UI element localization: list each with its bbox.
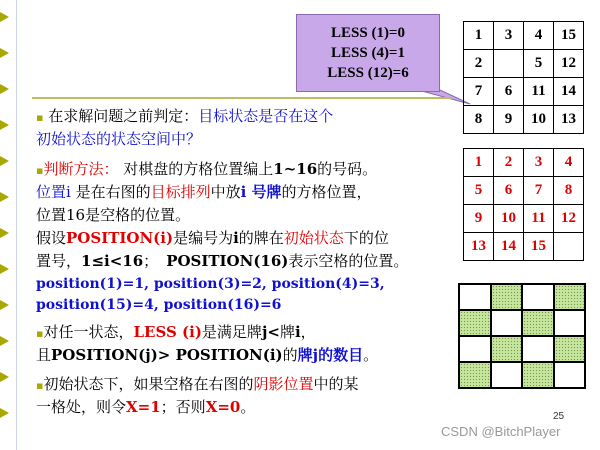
text-run: 。 — [240, 398, 256, 416]
text-run: 位置i — [36, 183, 71, 201]
text-run: 对棋盘的方格位置编上 — [118, 160, 274, 178]
text-run: 牌j的数目 — [297, 346, 364, 364]
text-run: 1≤i<16 — [81, 252, 144, 270]
text-run: j< — [261, 323, 280, 341]
initial-state-grid — [463, 21, 584, 134]
plain-cell — [491, 362, 523, 388]
text-run: 是空格的位置。 — [85, 206, 191, 224]
grid-row — [464, 177, 584, 205]
shaded-cell — [522, 310, 554, 336]
grid-cell: 4 — [524, 22, 554, 50]
bullet-icon: ▪ — [36, 164, 44, 177]
grid-cell: 4 — [554, 149, 584, 177]
grid-row — [464, 149, 584, 177]
grid-cell: 12 — [554, 50, 584, 78]
text-run: 是在右图的 — [70, 183, 151, 201]
grid-cell: 13 — [554, 106, 584, 134]
bullet-icon: ▪ — [36, 327, 44, 340]
grid-row — [464, 205, 584, 233]
grid-cell: 5 — [464, 177, 494, 205]
shaded-cell — [459, 310, 491, 336]
arrow-marker-icon — [0, 156, 9, 166]
grid-cell: 7 — [464, 78, 494, 106]
text-run: ； — [143, 252, 159, 270]
text-run: 且 — [36, 346, 52, 364]
grid-cell: 1 — [464, 22, 494, 50]
arrow-marker-icon — [0, 264, 9, 274]
para2-line2 — [36, 183, 372, 202]
para3-line2 — [36, 346, 378, 365]
text-run: 初始状态 — [283, 229, 344, 247]
grid-cell: 11 — [524, 205, 554, 233]
grid-cell — [554, 233, 584, 261]
grid-cell: 5 — [524, 50, 554, 78]
text-run: 的号码。 — [317, 160, 378, 178]
text-run: 位置16 — [36, 206, 86, 224]
arrow-marker-icon — [0, 120, 9, 130]
para2-line3 — [36, 206, 190, 225]
plain-cell — [522, 336, 554, 362]
arrow-marker-icon — [0, 372, 9, 382]
callout-line: LESS (12)=6 — [327, 65, 409, 81]
grid-row — [464, 78, 584, 106]
grid-row — [464, 50, 584, 78]
bullet-icon: ▪ — [36, 379, 44, 392]
text-run: 下的位 — [343, 229, 389, 247]
shaded-cell — [491, 336, 523, 362]
plain-cell — [459, 336, 491, 362]
text-run: ；否则 — [160, 398, 206, 416]
grid-row — [464, 233, 584, 261]
grid-cell: 10 — [494, 205, 524, 233]
text-run: 初始状态的状态空间中？ — [36, 130, 202, 148]
text-run: 是编号为 — [173, 229, 234, 247]
arrow-marker-icon — [0, 192, 9, 202]
grid-cell: 12 — [554, 205, 584, 233]
plain-cell — [554, 310, 586, 336]
arrow-marker-icon — [0, 84, 9, 94]
para3-line1 — [36, 323, 316, 343]
shaded-cell — [459, 362, 491, 388]
grid-cell: 9 — [494, 106, 524, 134]
shaded-cell — [554, 336, 586, 362]
para1-line2 — [36, 130, 201, 149]
grid-cell: 8 — [554, 177, 584, 205]
grid-cell: 15 — [524, 233, 554, 261]
text-run: X=0 — [205, 398, 241, 416]
plain-cell — [491, 310, 523, 336]
para2-line5 — [36, 252, 408, 271]
left-decoration-bar — [0, 0, 22, 450]
grid-cell: 10 — [524, 106, 554, 134]
arrow-marker-icon — [0, 48, 9, 58]
grid-cell: 3 — [494, 22, 524, 50]
shaded-cell — [491, 284, 523, 310]
grid-cell: 15 — [554, 22, 584, 50]
text-run: 中放 — [210, 183, 241, 201]
grid-cell: 3 — [524, 149, 554, 177]
grid-cell: 8 — [464, 106, 494, 134]
text-run: POSITION(16) — [166, 252, 289, 270]
grid-cell: 14 — [494, 233, 524, 261]
text-run: i — [294, 323, 301, 341]
shaded-position-grid — [458, 283, 586, 389]
text-run: i 号牌 — [240, 183, 282, 201]
less-callout — [296, 14, 440, 92]
title-divider — [32, 97, 452, 99]
grid-cell: 9 — [464, 205, 494, 233]
plain-cell — [522, 284, 554, 310]
text-run: ， — [300, 323, 316, 341]
arrow-marker-icon — [0, 300, 9, 310]
text-run: 的方格位置， — [281, 183, 372, 201]
grid-row — [464, 106, 584, 134]
para2-line7: position(15)=4, position(16)=6 — [36, 297, 282, 313]
text-run: 阴影位置 — [253, 375, 314, 393]
grid-cell: 7 — [524, 177, 554, 205]
arrow-marker-icon — [0, 408, 9, 418]
plain-cell — [459, 284, 491, 310]
grid-row — [464, 22, 584, 50]
text-run: 在求解问题之前判定： — [43, 107, 199, 125]
text-run: X=1 — [126, 398, 161, 416]
para2-line6: position(1)=1, position(3)=2, position(4)=3, — [36, 276, 385, 292]
grid-cell: 2 — [494, 149, 524, 177]
plain-cell — [554, 362, 586, 388]
text-run: 初始状态下，如果空格在右图的 — [43, 375, 254, 393]
grid-cell — [494, 50, 524, 78]
shaded-cell — [554, 284, 586, 310]
text-run: 判断方法： — [43, 160, 119, 178]
text-run: 牌 — [279, 323, 295, 341]
para2-line4 — [36, 229, 389, 248]
text-run: 1~16 — [273, 160, 318, 178]
text-run: i — [233, 229, 239, 247]
para4-line2 — [36, 398, 255, 417]
grid-cell: 14 — [554, 78, 584, 106]
page-number: 25 — [553, 411, 565, 422]
text-run: 的牌在 — [238, 229, 284, 247]
grid-cell: 13 — [464, 233, 494, 261]
bullet-icon: ▪ — [36, 111, 44, 124]
text-run: 表示空格的位置。 — [288, 252, 409, 270]
target-state-grid — [463, 148, 584, 261]
shaded-cell — [522, 362, 554, 388]
text-run: 中的某 — [313, 375, 359, 393]
text-run: 对任一状态， — [43, 323, 134, 341]
text-run: POSITION(i) — [66, 229, 174, 247]
text-run: 是满足牌 — [201, 323, 262, 341]
callout-line: LESS (1)=0 — [331, 25, 405, 41]
arrow-marker-icon — [0, 336, 9, 346]
text-run: 目标状态是否在这个 — [198, 107, 334, 125]
text-run: 目标排列 — [150, 183, 211, 201]
arrow-marker-icon — [0, 12, 9, 22]
text-run: 的 — [282, 346, 298, 364]
left-vertical-line — [16, 0, 17, 450]
watermark: CSDN @BitchPlayer — [441, 424, 561, 439]
arrow-marker-icon — [0, 228, 9, 238]
text-run: 。 — [363, 346, 379, 364]
grid-cell: 11 — [524, 78, 554, 106]
para2-line1 — [36, 160, 377, 180]
callout-line: LESS (4)=1 — [331, 45, 405, 61]
para4-line1 — [36, 375, 359, 395]
text-run: POSITION(j)> POSITION(i) — [51, 346, 283, 364]
text-run: 一格处，则令 — [36, 398, 127, 416]
grid-cell: 6 — [494, 177, 524, 205]
grid-cell: 2 — [464, 50, 494, 78]
grid-cell: 6 — [494, 78, 524, 106]
para1-line1 — [36, 107, 333, 127]
text-run: 假设 — [36, 229, 67, 247]
text-run: 置号， — [36, 252, 82, 270]
grid-cell: 1 — [464, 149, 494, 177]
text-run: LESS (i) — [133, 323, 202, 341]
